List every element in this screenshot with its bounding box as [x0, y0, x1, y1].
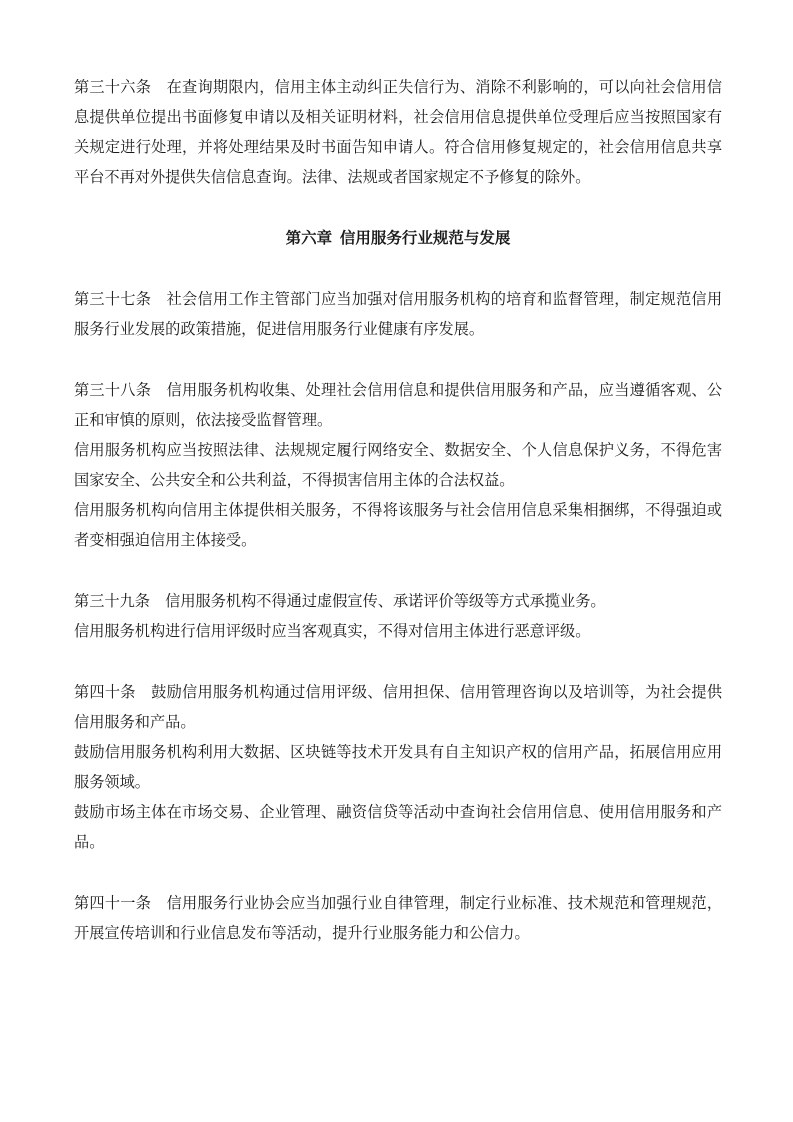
- article-40-paragraph-3: 鼓励市场主体在市场交易、企业管理、融资信贷等活动中查询社会信用信息、使用信用服务和产品。: [74, 803, 722, 851]
- chapter-6-heading: 第六章 信用服务行业规范与发展: [285, 229, 511, 247]
- article-38-paragraph-1: 第三十八条 信用服务机构收集、处理社会信用信息和提供信用服务和产品，应当遵循客观、公正和审慎的原则，依法接受监督管理。: [74, 381, 722, 429]
- article-38-paragraph-3: 信用服务机构向信用主体提供相关服务，不得将该服务与社会信用信息采集相捆绑，不得强迫或者变相强迫信用主体接受。: [74, 501, 722, 549]
- spacer: [74, 646, 722, 677]
- article-40-paragraph-1: 第四十条 鼓励信用服务机构通过信用评级、信用担保、信用管理咨询以及培训等，为社会提供信用服务和产品。: [74, 683, 722, 731]
- spacer: [74, 253, 722, 284]
- article-37-paragraph: 第三十七条 社会信用工作主管部门应当加强对信用服务机构的培育和监督管理，制定规范信用服务行业发展的政策措施，促进信用服务行业健康有序发展。: [74, 290, 722, 338]
- spacer: [74, 192, 722, 223]
- article-38-paragraph-2: 信用服务机构应当按照法律、法规规定履行网络安全、数据安全、个人信息保护义务，不得危害国家安全、公共安全和公共利益，不得损害信用主体的合法权益。: [74, 441, 722, 489]
- article-36-paragraph: 第三十六条 在查询期限内，信用主体主动纠正失信行为、消除不利影响的，可以向社会信用信息提供单位提出书面修复申请以及相关证明材料，社会信用信息提供单位受理后应当按照国家有关规定进行处理，并将处理结果及时书面告知申请人。符合信用修复规定的，社会信用信息共享平台不再对外提供失信信息查询。法律、法规或者国家规定不予修复的除外。: [74, 78, 722, 186]
- article-40-paragraph-2: 鼓励信用服务机构利用大数据、区块链等技术开发具有自主知识产权的信用产品，拓展信用应用服务领域。: [74, 743, 722, 791]
- article-41-paragraph: 第四十一条 信用服务行业协会应当加强行业自律管理，制定行业标准、技术规范和管理规范，开展宣传培训和行业信息发布等活动，提升行业服务能力和公信力。: [74, 894, 722, 942]
- spacer: [74, 344, 722, 375]
- spacer: [74, 857, 722, 888]
- document-page: [74, 72, 722, 948]
- article-39-paragraph-2: 信用服务机构进行信用评级时应当客观真实，不得对信用主体进行恶意评级。: [74, 622, 591, 640]
- spacer: [74, 555, 722, 586]
- article-39-paragraph-1: 第三十九条 信用服务机构不得通过虚假宣传、承诺评价等级等方式承揽业务。: [74, 592, 606, 610]
